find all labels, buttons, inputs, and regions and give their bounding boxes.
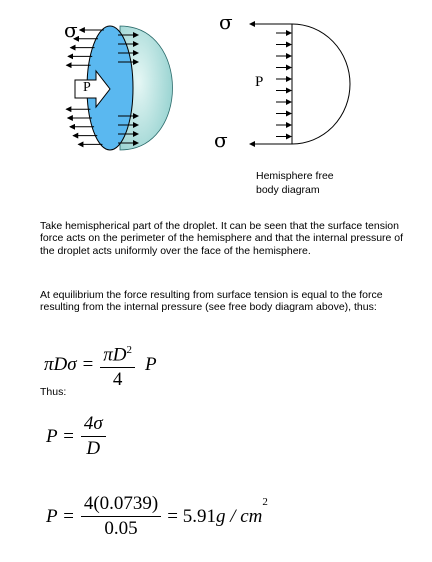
right-sigma-bottom-label: σ <box>214 128 228 152</box>
eq3-denominator: 0.05 <box>104 518 138 539</box>
paragraph-2: At equilibrium the force resulting from surface tension is equal to the force resulting from the internal pressure (see free body diagram above), thus: <box>40 289 383 314</box>
eq1-lhs: πDσ = <box>44 354 95 376</box>
fbd-caption-line2: body diagram <box>256 184 320 196</box>
eq2-numerator: 4σ <box>81 414 106 437</box>
paragraph-1: Take hemispherical part of the droplet. It can be seen that the surface tension force acts on the perimeter of the hemisphere and that the internal pressure of the droplet acts uniformly over the face of the hemisphere. <box>40 220 404 257</box>
eq3-unit: g / cm <box>215 505 263 527</box>
fbd-caption <box>256 169 334 197</box>
left-p-label: P <box>83 80 91 95</box>
fbd-caption-line1: Hemisphere free <box>256 170 334 182</box>
equation-3 <box>46 494 268 539</box>
eq1-numerator-exponent: 2 <box>126 344 132 356</box>
eq1-denominator: 4 <box>112 369 123 391</box>
eq2-lhs: P = <box>46 425 75 447</box>
fbd-semicircle <box>292 24 350 144</box>
eq3-unit-exponent: 2 <box>262 496 268 508</box>
eq3-numerator: 4(0.0739) <box>81 494 161 517</box>
thus-label: Thus: <box>40 386 67 398</box>
eq3-rhs: = 5.91 <box>167 505 216 527</box>
right-sigma-top-label: σ <box>219 10 233 34</box>
right-p-label: P <box>255 74 264 90</box>
eq1-numerator: πD <box>103 344 127 366</box>
eq1-tail: P <box>144 354 157 376</box>
eq3-lhs: P = <box>46 505 75 527</box>
equation-1 <box>44 340 157 390</box>
equation-2 <box>46 414 106 459</box>
eq2-denominator: D <box>86 438 101 459</box>
left-sigma-label: σ <box>64 18 78 42</box>
